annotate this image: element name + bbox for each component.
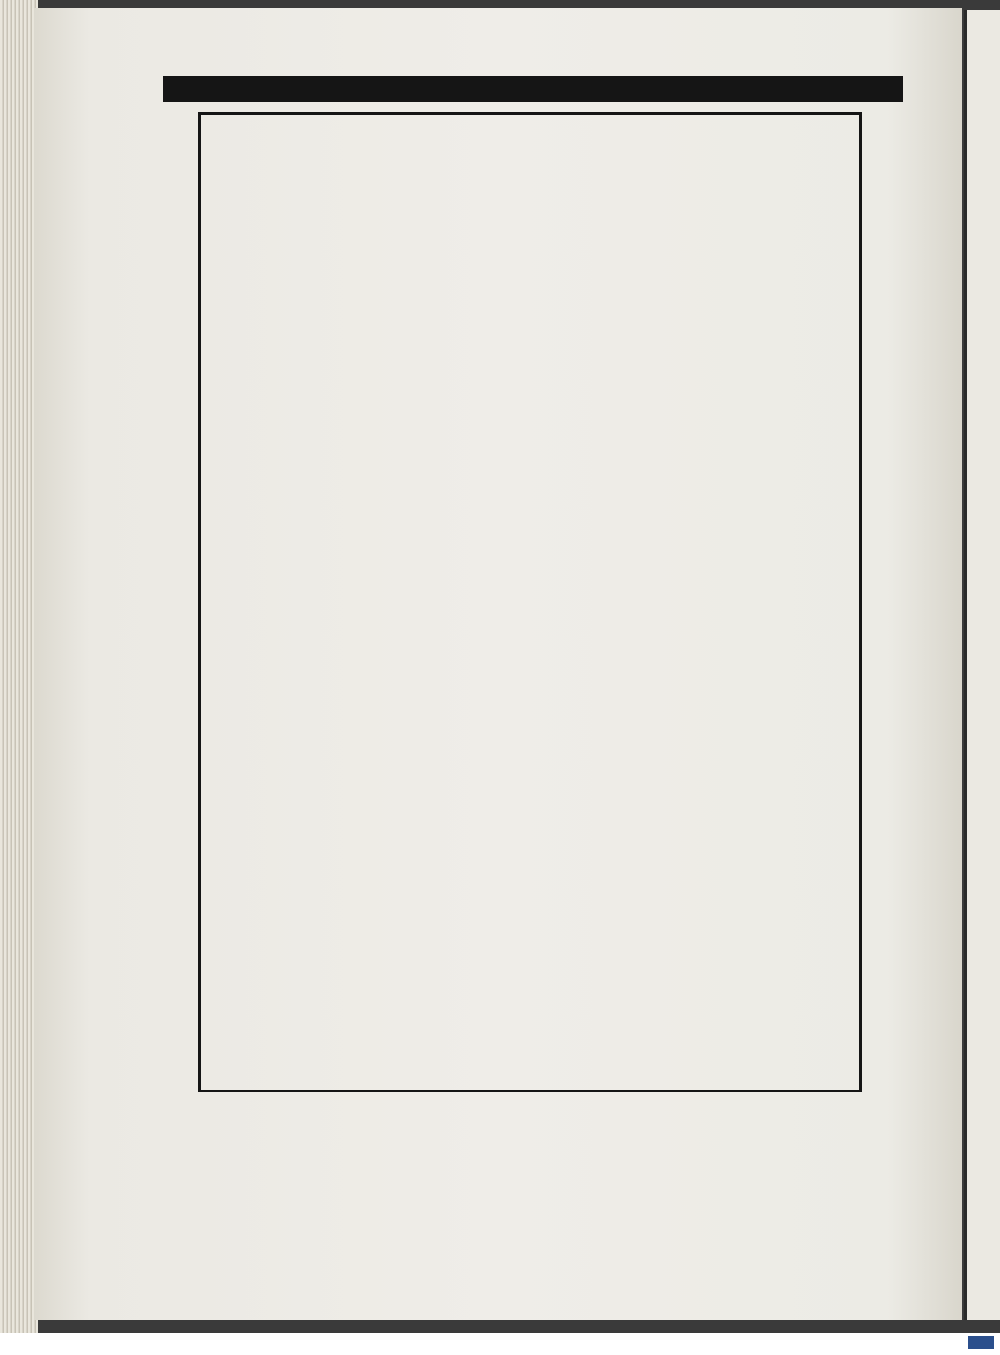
dfg-logo-icon [968, 1336, 994, 1349]
facing-page-edge [964, 10, 1000, 1320]
right-ornament-border-icon [860, 110, 908, 1100]
page-stack-edge [0, 0, 38, 1333]
top-ornament-border-icon [163, 68, 903, 110]
text-frame [198, 112, 862, 1092]
left-ornament-border-icon [160, 88, 200, 1108]
footer-bar [0, 1333, 1000, 1355]
bottom-ornament-border-icon [163, 1092, 903, 1142]
